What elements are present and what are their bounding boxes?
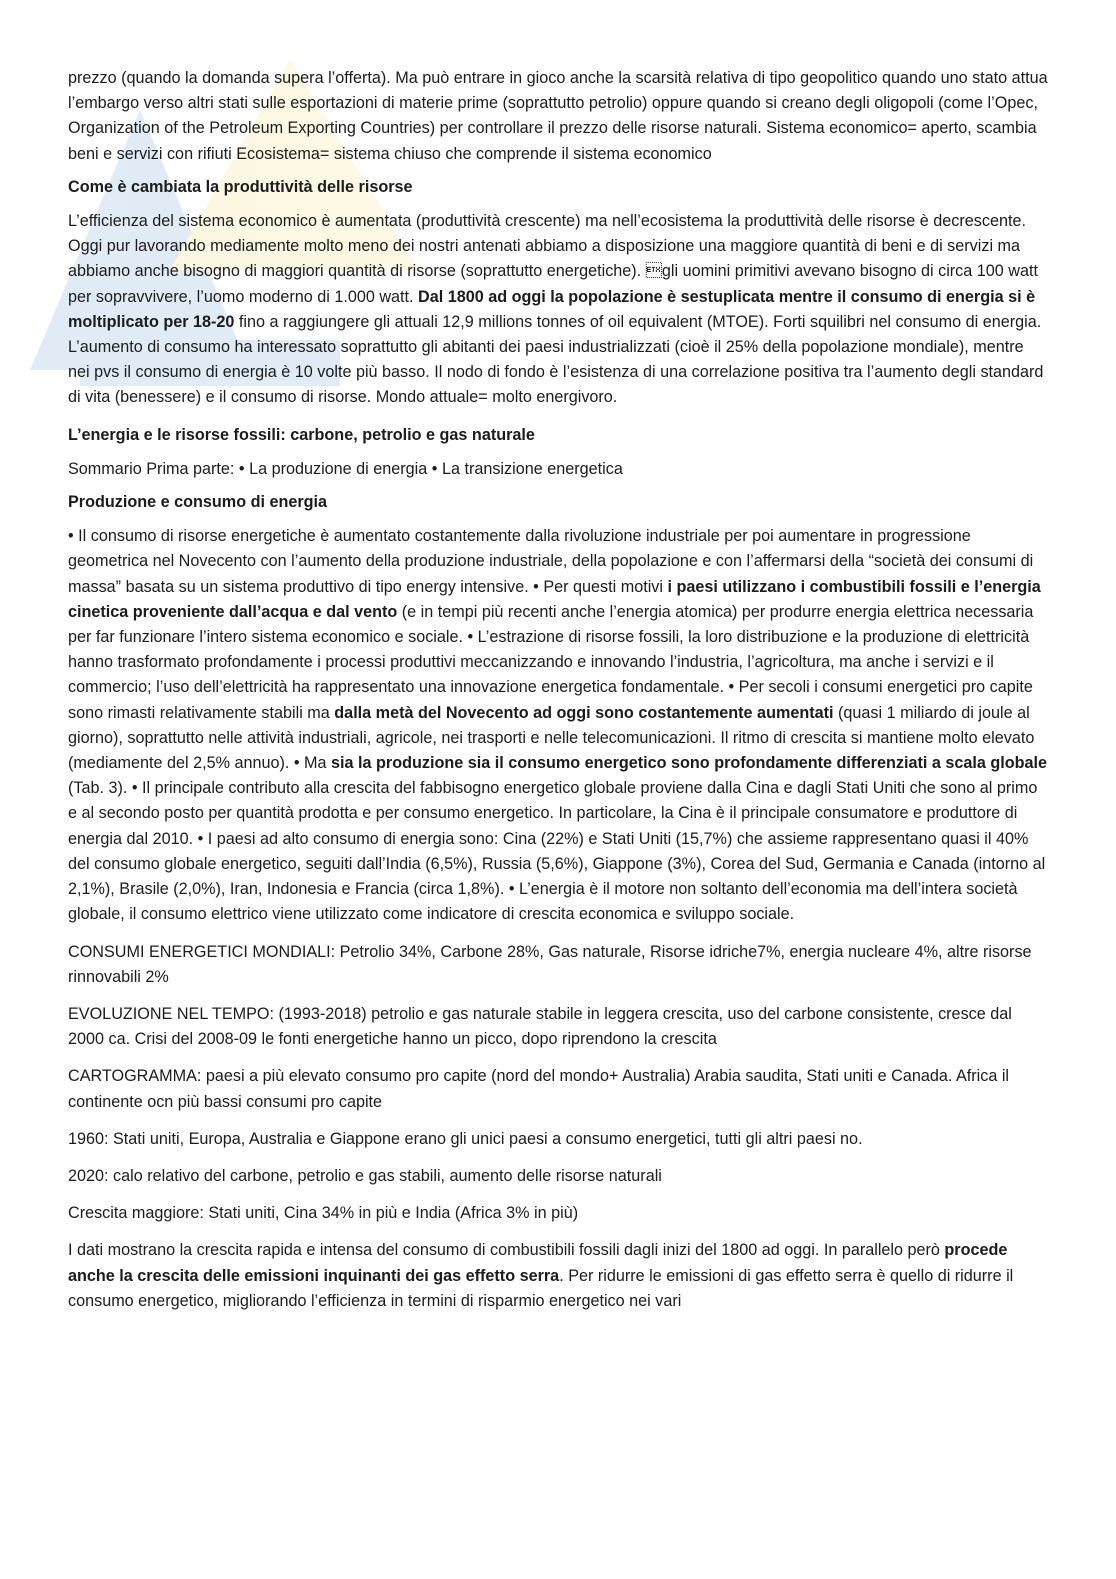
text-consumo-4: (Tab. 3). • Il principale contributo alla crescita del fabbisogno energetico globale proviene dalla Cina e dagli Stati Uniti che sono al primo e al secondo posto per quantità prodotta e per consumo energetico. In particolare, la Cina è il principale consumatore e produttore di energia dal 2010. • I paesi ad alto consumo di energia sono: Cina (22%) e Stati Uniti (15,7%) che assieme rappresentano quasi il 40% del consumo globale energetico, seguiti dall’India (6,5%), Russia (5,6%), Giappone (3%), Corea del Sud, Germania e Canada (intorno al 2,1%), Brasile (2,0%), Iran, Indonesia e Francia (circa 1,8%). • L’energia è il motore non soltanto dell’economia ma dell’intera società globale, il consumo elettrico viene utilizzato come indicatore di crescita economica e sviluppo sociale. (68, 779, 1046, 924)
heading-risorse-fossili: L’energia e le risorse fossili: carbone, petrolio e gas naturale (68, 425, 535, 444)
paragraph-cartogramma: CARTOGRAMMA: paesi a più elevato consumo pro capite (nord del mondo+ Australia) Arabia saudita, Stati uniti e Canada. Africa il continente ocn più bassi consumi pro capite (68, 1067, 1010, 1111)
bold-emissioni: procede anche la crescita delle emissioni inquinanti dei gas effetto serra (68, 1241, 1008, 1285)
paragraph-consumi-mondiali: CONSUMI ENERGETICI MONDIALI: Petrolio 34%, Carbone 28%, Gas naturale, Risorse idriche7%, energia nucleare 4%, altre risorse rinnovabili 2% (68, 942, 1032, 986)
paragraph-prezzo: prezzo (quando la domanda supera l’offerta). Ma può entrare in gioco anche la scarsità relativa di tipo geopolitico quando uno stato attua l’embargo verso altri stati sulle esportazioni di materie prime (soprattutto petrolio) oppure quando si creano degli oligopoli (come l’Opec, Organization of the Petroleum Exporting Countries) per controllare il prezzo delle risorse naturali. Sistema economico= aperto, scambia beni e servizi con rifiuti Ecosistema= sistema chiuso che comprende il sistema economico (68, 69, 1048, 163)
text-consumo-2: (e in tempi più recenti anche l’energia atomica) per produrre energia elettrica necessaria per far funzionare l’intero sistema economico e sociale. • L’estrazione di risorse fossili, la loro distribuzione e la produzione di elettricità hanno trasformato profondamente i processi produttivi meccanizzando e innovando l’industria, l’agricoltura, ma anche i servizi e il commercio; l’uso dell’elettricità ha rappresentato una innovazione energetica fondamentale. • Per secoli i consumi energetici pro capite sono rimasti relativamente stabili ma (68, 602, 1034, 722)
bold-meta-novecento: dalla metà del Novecento ad oggi sono costantemente aumentati (334, 703, 834, 722)
text-mtoe: fino a raggiungere gli attuali 12,9 millions tonnes of oil equivalent (MTOE). Forti squilibri nel consumo di energia. L’aumento di consumo ha interessato soprattutto gli abitanti dei paesi industrializzati (cioè il 25% della popolazione mondiale), mentre nei pvs il consumo di energia è 10 volte più basso. Il nodo di fondo è l’esistenza di una correlazione positiva tra l’aumento degli standard di vita (benessere) e il consumo di risorse. Mondo attuale= molto energivoro. (68, 312, 1044, 407)
bold-popolazione: Dal 1800 ad oggi la popolazione è sestuplicata mentre il consumo di energia si è moltiplicato per 18-20 (68, 287, 1036, 331)
bold-combustibili: i paesi utilizzano i combustibili fossili e l’energia cinetica proveniente dall’acqua e dal vento (68, 577, 1041, 621)
text-consumo-1: • Il consumo di risorse energetiche è aumentato costantemente dalla rivoluzione industriale per poi aumentare in progressione geometrica nel Novecento con l’aumento della produzione industriale, della popolazione e con l’affermarsi della “società dei consumi di massa” basata su un sistema produttivo di tipo energy intensive. • Per questi motivi (68, 527, 1034, 596)
heading-produzione-consumo: Produzione e consumo di energia (68, 493, 328, 512)
bold-differenziati: sia la produzione sia il consumo energetico sono profondamente differenziati a scala globale (331, 754, 1048, 773)
paragraph-efficienza (68, 209, 1048, 411)
text-dati-1: I dati mostrano la crescita rapida e intensa del consumo di combustibili fossili dagli inizi del 1800 ad oggi. In parallelo però (68, 1241, 945, 1260)
text-consumo-3: (quasi 1 miliardo di joule al giorno), soprattutto nelle attività industriali, agricole, nei trasporti e nelle telecomunicazioni. Il ritmo di crescita si mantiene molto elevato (mediamente del 2,5% annuo). • Ma (68, 703, 1035, 773)
text-dati-2: . Per ridurre le emissioni di gas effetto serra è quello di ridurre il consumo energetico, migliorando l’efficienza in termini di risparmio energetico nei vari (68, 1266, 1014, 1310)
document-page (68, 66, 1048, 1322)
paragraph-sommario: Sommario Prima parte: • La produzione di energia • La transizione energetica (68, 459, 623, 478)
paragraph-evoluzione: EVOLUZIONE NEL TEMPO: (1993-2018) petrolio e gas naturale stabile in leggera crescita, uso del carbone consistente, cresce dal 2000 ca. Crisi del 2008-09 le fonti energetiche hanno un picco, dopo riprendono la crescita (68, 1004, 1012, 1049)
paragraph-crescita-maggiore: Crescita maggiore: Stati uniti, Cina 34% in più e India (Africa 3% in più) (68, 1204, 579, 1223)
paragraph-1960: 1960: Stati uniti, Europa, Australia e Giappone erano gli unici paesi a consumo energetici, tutti gli altri paesi no. (68, 1129, 863, 1148)
paragraph-dati (68, 1238, 1048, 1314)
paragraph-consumo-risorse (68, 524, 1048, 927)
text-efficienza: L’efficienza del sistema economico è aumentata (produttività crescente) ma nell’ecosistema la produttività delle risorse è decrescente. Oggi pur lavorando mediamente molto meno dei nostri antenati abbiamo a disposizione una maggiore quantità di beni e di servizi ma abbiamo anche bisogno di maggiori quantità di risorse (soprattutto energetiche). gli uomini primitivi avevano bisogno di circa 100 watt per sopravvivere, l’uomo moderno di 1.000 watt. (68, 212, 1038, 306)
paragraph-2020: 2020: calo relativo del carbone, petrolio e gas stabili, aumento delle risorse naturali (68, 1166, 662, 1185)
heading-produttivita: Come è cambiata la produttività delle risorse (68, 177, 413, 196)
